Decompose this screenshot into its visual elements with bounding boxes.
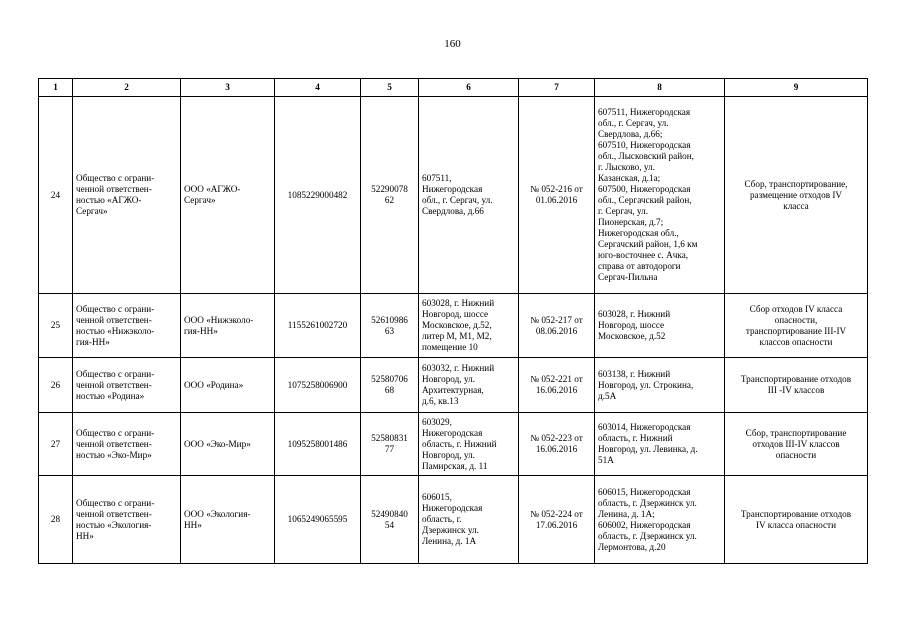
table-row: [39, 358, 868, 413]
cell-line: 52580706: [371, 374, 408, 384]
column-header: 3: [181, 79, 275, 97]
cell-line: размещение отходов IV: [749, 189, 843, 200]
header-row: [39, 79, 868, 97]
cell-activity-addresses: [595, 97, 725, 294]
cell-line: Сбор отходов IV класса: [749, 303, 843, 314]
cell-line: III -IV классов: [767, 385, 825, 395]
cell-line: № 052-223 от: [530, 433, 583, 443]
cell-number: 27: [39, 413, 73, 476]
cell-line: Нижегородская: [422, 427, 483, 438]
column-header: 1: [39, 79, 73, 97]
cell-line: ностью «Нижэколо-: [76, 325, 155, 336]
cell-activity-type: [725, 97, 868, 294]
cell-line: № 052-221 от: [530, 374, 583, 384]
cell-line: ченной ответствен-: [76, 184, 152, 194]
cell-line: Московское, д.52: [598, 331, 666, 341]
cell-inn: [361, 413, 419, 476]
cell-line: классов опасности: [759, 336, 833, 347]
cell-line: опасности: [775, 449, 817, 460]
cell-line: область, г. Нижний: [598, 433, 673, 443]
cell-line: 16.06.2016: [535, 444, 578, 454]
cell-short-name: [181, 413, 275, 476]
cell-line: ченной ответствен-: [76, 379, 152, 390]
cell-inn: [361, 97, 419, 294]
cell-line: 606015, Нижегородская: [598, 486, 691, 497]
cell-line: обл., Лысковский район,: [598, 151, 694, 161]
cell-line: Новгород, ул. Левинка, д.: [598, 444, 698, 454]
cell-line: Нижегородская обл.,: [598, 228, 679, 238]
cell-activity-addresses: [595, 413, 725, 476]
cell-line: Общество с ограни-: [76, 368, 155, 379]
cell-line: Новгород, ул.: [422, 374, 475, 384]
cell-line: д.6, кв.13: [422, 396, 459, 406]
cell-line: 606015,: [422, 492, 452, 502]
cell-full-name: [73, 413, 181, 476]
cell-inn: [361, 358, 419, 413]
cell-number: 26: [39, 358, 73, 413]
cell-short-name: [181, 476, 275, 564]
column-header: 4: [275, 79, 361, 97]
license-registry-table: [38, 78, 868, 564]
column-header: 7: [519, 79, 595, 97]
table-row: [39, 413, 868, 476]
cell-line: г. Сергач, ул.: [598, 206, 648, 216]
cell-line: ностью «Родина»: [76, 390, 145, 401]
cell-line: 63: [384, 325, 395, 336]
cell-line: 607500, Нижегородская: [598, 184, 691, 194]
cell-line: 52490840: [371, 508, 408, 519]
cell-line: д.5А: [598, 390, 617, 401]
cell-line: Новгород, ул.: [422, 449, 475, 460]
cell-line: ООО «АГЖО-: [184, 184, 241, 194]
column-header: 8: [595, 79, 725, 97]
cell-line: отходов III-IV классов: [752, 438, 840, 449]
cell-line: Свердлова, д.66;: [598, 129, 663, 139]
cell-line: 603028, г. Нижний: [422, 298, 495, 308]
cell-activity-type: [725, 358, 868, 413]
cell-line: ООО «Эко-Мир»: [184, 438, 251, 449]
cell-line: Памирская, д. 11: [422, 460, 488, 471]
cell-line: справа от автодороги: [598, 261, 681, 271]
cell-line: Казанская, д.1а;: [598, 173, 661, 183]
cell-line: НН»: [184, 519, 202, 530]
cell-legal-address: [419, 97, 519, 294]
cell-line: 16.06.2016: [535, 385, 578, 395]
cell-line: № 052-224 от: [530, 508, 583, 519]
cell-line: 62: [384, 195, 395, 205]
cell-line: № 052-216 от: [530, 184, 583, 194]
cell-line: ностью «Эко-Мир»: [76, 449, 152, 460]
cell-license: [519, 294, 595, 358]
cell-full-name: [73, 476, 181, 564]
cell-line: обл., Сергачский район,: [598, 195, 692, 205]
cell-line: ООО «Родина»: [184, 379, 244, 390]
cell-line: Сбор, транспортирование: [745, 427, 847, 438]
cell-line: юго-восточнее с. Ачка,: [598, 250, 689, 260]
cell-line: ченной ответствен-: [76, 438, 152, 449]
cell-legal-address: [419, 413, 519, 476]
cell-line: обл., г. Сергач, ул.: [598, 118, 669, 128]
cell-line: ностью «Экология-: [76, 519, 152, 530]
cell-license: [519, 413, 595, 476]
column-header: 2: [73, 79, 181, 97]
cell-line: Сергач»: [184, 195, 216, 205]
cell-line: 603028, г. Нижний: [598, 309, 671, 319]
cell-number: 25: [39, 294, 73, 358]
cell-line: Транспортирование отходов: [740, 508, 852, 519]
cell-line: 52610986: [371, 314, 408, 325]
cell-line: ченной ответствен-: [76, 508, 152, 519]
cell-line: ООО «Нижэколо-: [184, 314, 254, 325]
cell-line: г. Лысково, ул.: [598, 162, 655, 172]
cell-line: IV класса опасности: [755, 519, 836, 530]
cell-activity-addresses: [595, 358, 725, 413]
table-row: [39, 476, 868, 564]
cell-line: 54: [384, 519, 395, 530]
column-header: 6: [419, 79, 519, 97]
cell-ogrn: 1095258001486: [275, 413, 361, 476]
cell-line: Сергачский район, 1,6 км: [598, 239, 698, 249]
cell-line: Транспортирование отходов: [740, 374, 852, 384]
cell-line: Свердлова, д.66: [422, 206, 484, 216]
cell-line: Общество с ограни-: [76, 427, 155, 438]
cell-line: Общество с ограни-: [76, 303, 155, 314]
cell-full-name: [73, 294, 181, 358]
cell-short-name: [181, 358, 275, 413]
cell-line: Общество с ограни-: [76, 173, 155, 183]
cell-line: Архитектурная,: [422, 385, 484, 395]
cell-activity-addresses: [595, 294, 725, 358]
cell-line: Сбор, транспортирование,: [744, 178, 848, 189]
cell-full-name: [73, 97, 181, 294]
cell-line: Ленина, д. 1А;: [598, 508, 655, 519]
cell-activity-type: [725, 413, 868, 476]
cell-line: Московское, д.52,: [422, 320, 492, 330]
page-number: 160: [444, 38, 461, 50]
cell-short-name: [181, 294, 275, 358]
cell-line: Ленина, д. 1А: [422, 536, 477, 546]
cell-line: Новгород, шоссе: [598, 320, 665, 330]
cell-line: Новгород, шоссе: [422, 309, 489, 319]
cell-line: Дзержинск ул.: [422, 525, 479, 535]
cell-line: Общество с ограни-: [76, 497, 155, 508]
cell-line: 607511,: [422, 173, 452, 183]
cell-line: гия-НН»: [184, 325, 218, 336]
cell-line: область, г. Дзержинск ул.: [598, 530, 697, 541]
cell-line: ООО «Экология-: [184, 508, 251, 519]
cell-activity-addresses: [595, 476, 725, 564]
cell-line: Лермонтова, д.20: [598, 541, 666, 552]
cell-line: обл., г. Сергач, ул.: [422, 195, 493, 205]
cell-line: 603138, г. Нижний: [598, 368, 671, 379]
cell-line: область, г.: [422, 514, 462, 524]
cell-line: Сергач»: [76, 206, 108, 216]
cell-line: ностью «АГЖО-: [76, 195, 142, 205]
cell-line: 606002, Нижегородская: [598, 519, 691, 530]
cell-line: 77: [384, 444, 395, 454]
cell-legal-address: [419, 476, 519, 564]
cell-inn: [361, 476, 419, 564]
cell-line: 08.06.2016: [535, 325, 578, 336]
cell-line: опасности,: [774, 314, 818, 325]
cell-ogrn: 1075258006900: [275, 358, 361, 413]
cell-activity-type: [725, 294, 868, 358]
cell-activity-type: [725, 476, 868, 564]
cell-line: область, г. Дзержинск ул.: [598, 497, 697, 508]
cell-line: 17.06.2016: [535, 519, 578, 530]
cell-line: помещение 10: [422, 342, 478, 352]
cell-line: класса: [783, 200, 809, 211]
cell-number: 28: [39, 476, 73, 564]
cell-number: 24: [39, 97, 73, 294]
cell-line: 607510, Нижегородская: [598, 140, 691, 150]
cell-line: 603029,: [422, 416, 452, 427]
cell-line: 607511, Нижегородская: [598, 107, 691, 117]
cell-inn: [361, 294, 419, 358]
cell-line: НН»: [76, 530, 94, 541]
cell-ogrn: 1085229000482: [275, 97, 361, 294]
cell-ogrn: 1065249065595: [275, 476, 361, 564]
table-row: [39, 97, 868, 294]
cell-license: [519, 476, 595, 564]
cell-legal-address: [419, 294, 519, 358]
cell-line: область, г. Нижний: [422, 438, 497, 449]
cell-line: Нижегородская: [422, 184, 483, 194]
cell-line: транспортирование III-IV: [745, 325, 847, 336]
cell-legal-address: [419, 358, 519, 413]
cell-line: 01.06.2016: [535, 195, 578, 205]
column-header: 5: [361, 79, 419, 97]
cell-license: [519, 97, 595, 294]
cell-line: 51А: [598, 455, 614, 465]
cell-line: 52580831: [371, 433, 408, 443]
cell-ogrn: 1155261002720: [275, 294, 361, 358]
cell-short-name: [181, 97, 275, 294]
cell-line: 52290078: [371, 184, 408, 194]
table-row: [39, 294, 868, 358]
cell-full-name: [73, 358, 181, 413]
cell-line: гия-НН»: [76, 336, 110, 347]
cell-line: Сергач-Пильна: [598, 272, 658, 282]
cell-line: 68: [384, 385, 395, 395]
cell-line: № 052-217 от: [530, 314, 583, 325]
cell-line: Нижегородская: [422, 503, 483, 513]
cell-line: ченной ответствен-: [76, 314, 152, 325]
cell-license: [519, 358, 595, 413]
column-header: 9: [725, 79, 868, 97]
cell-line: Новгород, ул. Строкина,: [598, 379, 694, 390]
cell-line: 603032, г. Нижний: [422, 363, 495, 373]
cell-line: литер М, М1, М2,: [422, 331, 492, 341]
cell-line: Пионерская, д.7;: [598, 217, 664, 227]
cell-line: 603014, Нижегородская: [598, 422, 691, 432]
